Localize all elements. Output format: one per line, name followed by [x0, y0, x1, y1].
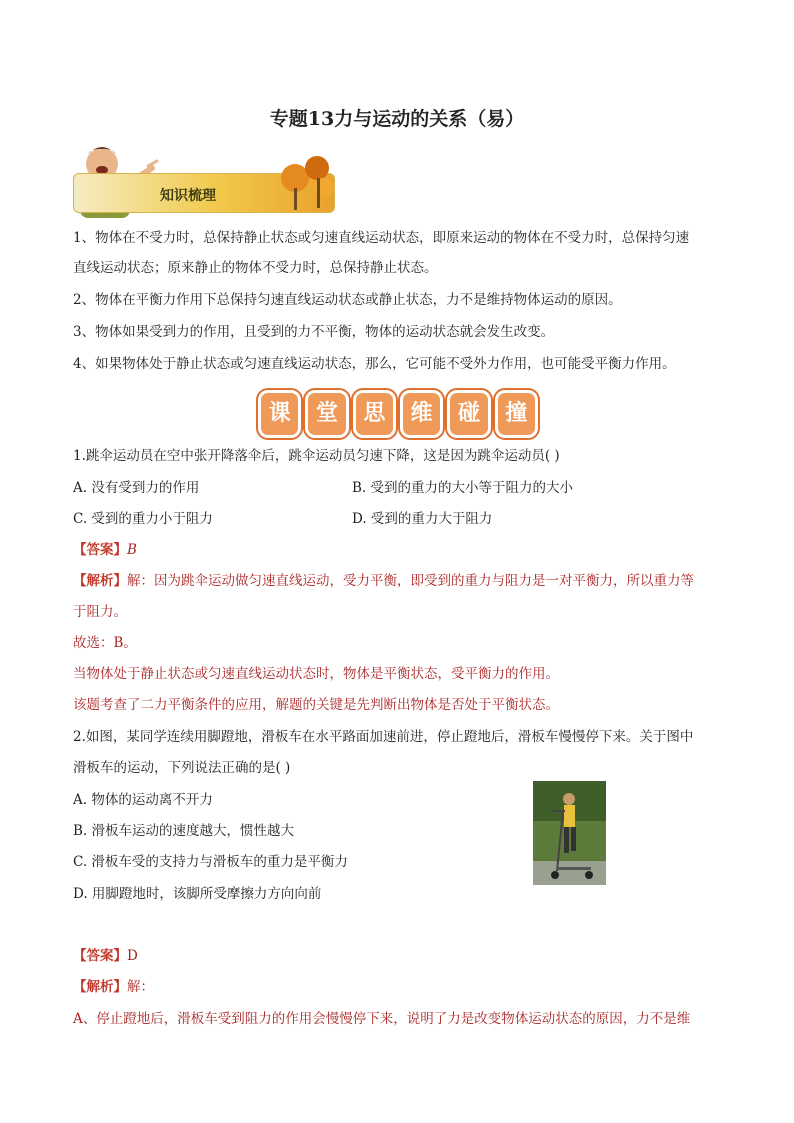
analysis-text: 解：因为跳伞运动做匀速直线运动，受力平衡，即受到的重力与阻力是一对平衡力，所以重力等 [127, 573, 694, 589]
banner-char: 堂 [305, 390, 348, 438]
question-2-stem: 滑板车的运动，下列说法正确的是( ) [73, 760, 291, 776]
q2-option-a: A. 物体的运动离不开力 [73, 792, 213, 808]
q1-option-b: B. 受到的重力的大小等于阻力的大小 [352, 480, 574, 496]
banner-char: 碰 [447, 390, 490, 438]
classroom-banner [258, 390, 538, 436]
page-title: 专题13力与运动的关系（易） [269, 108, 525, 130]
q2-analysis-line: A、停止蹬地后，滑板车受到阻力的作用会慢慢停下来，说明了力是改变物体运动状态的原因，力不是维 [73, 1011, 691, 1027]
banner-char: 思 [353, 390, 396, 438]
scooter-photo [533, 781, 606, 885]
autumn-tree-icon [275, 150, 340, 215]
q1-option-d: D. 受到的重力大于阻力 [352, 511, 493, 527]
q1-option-c: C. 受到的重力小于阻力 [73, 511, 213, 527]
q2-answer [73, 946, 138, 966]
q1-analysis-line [73, 571, 694, 591]
answer-label: 【答案】 [73, 948, 127, 964]
analysis-label: 【解析】 [73, 573, 127, 589]
q1-analysis-line: 当物体处于静止状态或匀速直线运动状态时，物体是平衡状态，受平衡力的作用。 [73, 666, 559, 682]
knowledge-line: 1、物体在不受力时，总保持静止状态或匀速直线运动状态，即原来运动的物体在不受力时，总保持匀速 [73, 230, 690, 246]
analysis-text: 解： [127, 979, 154, 995]
q2-option-b: B. 滑板车运动的速度越大，惯性越大 [73, 823, 295, 839]
question-1-stem: 1.跳伞运动员在空中张开降落伞后，跳伞运动员匀速下降，这是因为跳伞运动员( ) [73, 448, 560, 464]
q1-analysis-line: 该题考查了二力平衡条件的应用，解题的关键是先判断出物体是否处于平衡状态。 [73, 697, 559, 713]
knowledge-line: 直线运动状态；原来静止的物体不受力时，总保持静止状态。 [73, 260, 438, 276]
answer-label: 【答案】 [73, 542, 127, 558]
section-header-label: 知识梳理 [160, 188, 216, 204]
q1-analysis-line: 于阻力。 [73, 604, 127, 620]
banner-char: 课 [258, 390, 301, 438]
knowledge-line: 2、物体在平衡力作用下总保持匀速直线运动状态或静止状态，力不是维持物体运动的原因。 [73, 292, 622, 308]
q1-answer [73, 540, 137, 560]
banner-char: 维 [400, 390, 443, 438]
q2-option-c: C. 滑板车受的支持力与滑板车的重力是平衡力 [73, 854, 348, 870]
analysis-label: 【解析】 [73, 979, 127, 995]
answer-value: B [127, 542, 137, 558]
q2-option-d: D. 用脚蹬地时，该脚所受摩擦力方向向前 [73, 886, 322, 902]
question-2-stem: 2.如图，某同学连续用脚蹬地，滑板车在水平路面加速前进，停止蹬地后，滑板车慢慢停下来。关于图中 [73, 729, 694, 745]
q1-analysis-line: 故选：B。 [73, 635, 137, 651]
q2-analysis-line [73, 977, 154, 997]
banner-char: 撞 [495, 390, 538, 438]
knowledge-header [60, 140, 340, 220]
q1-option-a: A. 没有受到力的作用 [73, 480, 200, 496]
knowledge-line: 4、如果物体处于静止状态或匀速直线运动状态，那么，它可能不受外力作用，也可能受平衡力作用。 [73, 356, 676, 372]
answer-value: D [127, 948, 138, 964]
knowledge-line: 3、物体如果受到力的作用，且受到的力不平衡，物体的运动状态就会发生改变。 [73, 324, 555, 340]
